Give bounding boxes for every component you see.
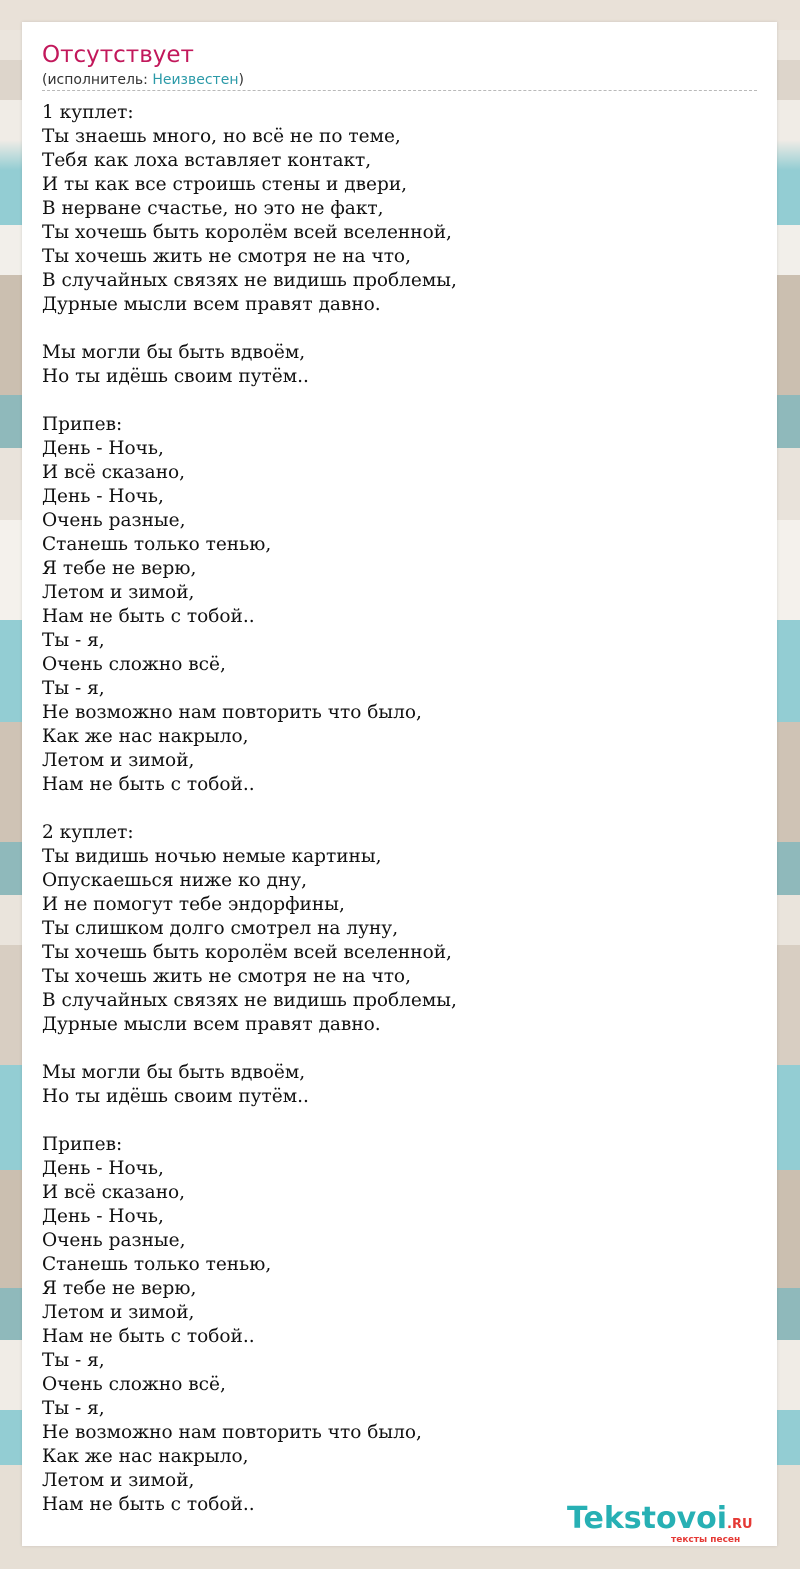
lyric-line: Припев: <box>42 1134 123 1155</box>
lyric-line: Я тебе не верю, <box>42 558 197 579</box>
lyric-line: День - Ночь, <box>42 438 164 459</box>
lyric-line: День - Ночь, <box>42 1206 164 1227</box>
lyric-line: Летом и зимой, <box>42 582 195 603</box>
site-logo[interactable] <box>567 1502 777 1546</box>
lyrics-text <box>42 101 757 1517</box>
lyric-line: Как же нас накрыло, <box>42 1446 249 1467</box>
lyric-line: Летом и зимой, <box>42 1302 195 1323</box>
lyric-line: Летом и зимой, <box>42 750 195 771</box>
logo-tld: .RU <box>727 1517 753 1532</box>
lyric-line: Не возможно нам повторить что было, <box>42 702 422 723</box>
logo-tagline: тексты песен <box>671 1535 741 1545</box>
logo-name: Tekstovoi <box>567 1501 728 1536</box>
lyric-line <box>42 317 757 341</box>
lyric-line: Я тебе не верю, <box>42 1278 197 1299</box>
lyric-line: Летом и зимой, <box>42 1470 195 1491</box>
lyric-line: Очень сложно всё, <box>42 654 226 675</box>
lyric-line <box>42 1109 757 1133</box>
lyric-line <box>42 797 757 821</box>
lyric-line: Нам не быть с тобой.. <box>42 1494 255 1515</box>
lyric-line: Как же нас накрыло, <box>42 726 249 747</box>
lyric-line: Ты - я, <box>42 1350 105 1371</box>
lyric-line: И всё сказано, <box>42 462 186 483</box>
lyrics-card <box>22 22 777 1546</box>
lyric-line: Не возможно нам повторить что было, <box>42 1422 422 1443</box>
lyric-line: Ты - я, <box>42 630 105 651</box>
lyric-line: Дурные мысли всем правят давно. <box>42 1014 381 1035</box>
lyric-line: Нам не быть с тобой.. <box>42 774 255 795</box>
lyric-line <box>42 389 757 413</box>
lyric-line: Ты - я, <box>42 678 105 699</box>
lyric-line: Но ты идёшь своим путём.. <box>42 366 309 387</box>
lyric-line: Ты хочешь быть королём всей вселенной, <box>42 942 452 963</box>
lyric-line: Очень разные, <box>42 1230 186 1251</box>
lyric-line: 2 куплет: <box>42 822 134 843</box>
lyric-line: Нам не быть с тобой.. <box>42 1326 255 1347</box>
artist-suffix: ) <box>238 72 244 88</box>
lyric-line: День - Ночь, <box>42 486 164 507</box>
lyric-line: Ты хочешь жить не смотря не на что, <box>42 246 411 267</box>
lyric-line: Припев: <box>42 414 123 435</box>
lyric-line: Ты видишь ночью немые картины, <box>42 846 382 867</box>
artist-line <box>42 71 244 89</box>
lyric-line: 1 куплет: <box>42 102 134 123</box>
lyric-line: Станешь только тенью, <box>42 534 272 555</box>
lyric-line: И всё сказано, <box>42 1182 186 1203</box>
lyric-line: Очень разные, <box>42 510 186 531</box>
lyric-line: Ты знаешь много, но всё не по теме, <box>42 126 401 147</box>
lyric-line: В нерване счастье, но это не факт, <box>42 198 384 219</box>
title-divider <box>42 90 757 91</box>
artist-link[interactable]: Неизвестен <box>152 72 239 88</box>
lyric-line: Тебя как лоха вставляет контакт, <box>42 150 372 171</box>
artist-prefix: (исполнитель: <box>42 72 153 88</box>
lyric-line <box>42 1037 757 1061</box>
lyric-line: Ты слишком долго смотрел на луну, <box>42 918 399 939</box>
lyric-line: Ты хочешь жить не смотря не на что, <box>42 966 411 987</box>
lyric-line: Ты хочешь быть королём всей вселенной, <box>42 222 452 243</box>
lyric-line: Дурные мысли всем правят давно. <box>42 294 381 315</box>
lyric-line: Но ты идёшь своим путём.. <box>42 1086 309 1107</box>
lyric-line: В случайных связях не видишь проблемы, <box>42 990 457 1011</box>
lyric-line: И ты как все строишь стены и двери, <box>42 174 408 195</box>
lyric-line: Ты - я, <box>42 1398 105 1419</box>
lyric-line: День - Ночь, <box>42 1158 164 1179</box>
song-title: Отсутствует <box>42 42 194 68</box>
lyric-line: В случайных связях не видишь проблемы, <box>42 270 457 291</box>
lyric-line: Станешь только тенью, <box>42 1254 272 1275</box>
lyric-line: Мы могли бы быть вдвоём, <box>42 342 306 363</box>
lyric-line: Очень сложно всё, <box>42 1374 226 1395</box>
lyric-line: Опускаешься ниже ко дну, <box>42 870 308 891</box>
lyric-line: Нам не быть с тобой.. <box>42 606 255 627</box>
lyric-line: И не помогут тебе эндорфины, <box>42 894 345 915</box>
lyric-line: Мы могли бы быть вдвоём, <box>42 1062 306 1083</box>
